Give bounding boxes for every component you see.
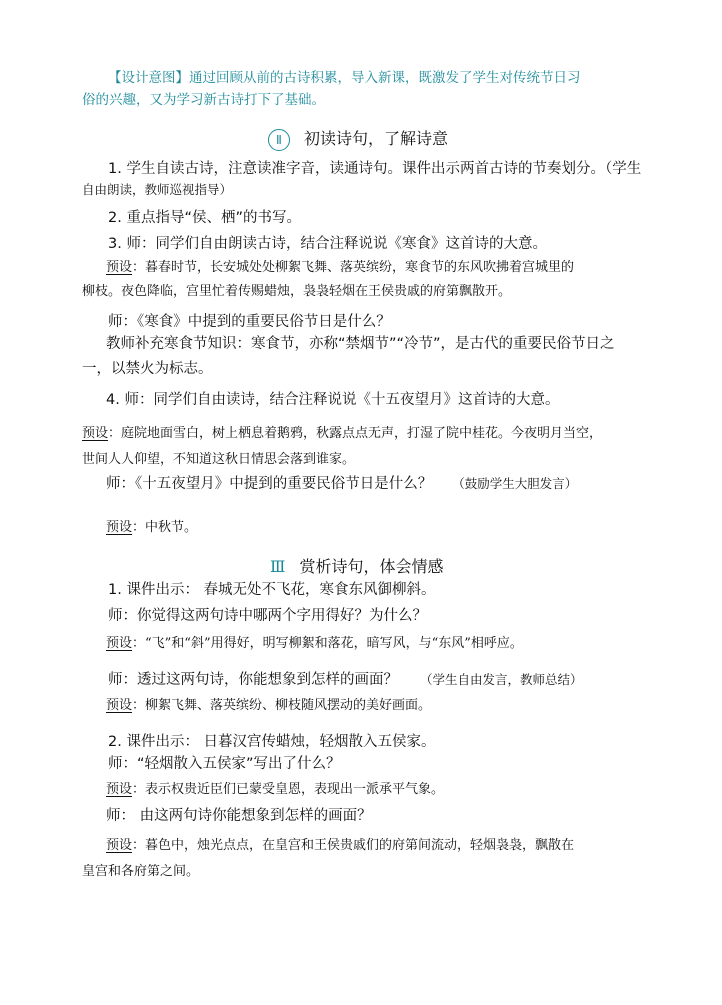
paragraph: 2. 重点指导“侯、栖”的书写。 bbox=[108, 210, 301, 226]
question-note: （学生自由发言，教师总结） bbox=[420, 672, 583, 687]
question-text: 师：透过这两句诗，你能想象到怎样的画面？ bbox=[108, 672, 398, 688]
preset-answer bbox=[94, 836, 574, 856]
design-intent-line-2: 俗的兴趣，又为学习新古诗打下了基础。 bbox=[82, 92, 325, 108]
preset-answer bbox=[106, 634, 523, 654]
preset-answer bbox=[82, 424, 602, 444]
section-number-badge: Ⅱ bbox=[268, 129, 290, 151]
preset-answer-cont: 世间人人仰望，不知道这秋日情思会落到谁家。 bbox=[82, 452, 356, 467]
design-intent-line-1: 【设计意图】通过回顾从前的古诗积累，导入新课，既激发了学生对传统节日习 bbox=[108, 70, 581, 86]
preset-text: ：暮色中，烛光点点，在皇宫和王侯贵戚们的府第间流动，轻烟袅袅，飘散在 bbox=[132, 838, 575, 853]
preset-answer-cont: 皇宫和各府第之间。 bbox=[82, 864, 200, 879]
section-number: Ⅲ bbox=[270, 557, 286, 576]
preset-label: 预设 bbox=[106, 520, 133, 535]
preset-text: ：表示权贵近臣们已蒙受皇恩，表现出一派承平气象。 bbox=[132, 782, 445, 797]
preset-label: 预设 bbox=[106, 782, 133, 797]
question bbox=[106, 474, 577, 494]
paragraph: 自由朗读，教师巡视指导） bbox=[82, 182, 233, 197]
section-heading-2 bbox=[268, 128, 448, 151]
preset-text: ：中秋节。 bbox=[132, 520, 198, 535]
preset-label: 预设 bbox=[106, 698, 133, 713]
section-heading-3 bbox=[270, 556, 443, 578]
question-text: 师：《十五夜望月》中提到的重要民俗节日是什么？ bbox=[106, 476, 433, 492]
paragraph: 1. 课件出示： 春城无处不飞花，寒食东风御柳斜。 bbox=[108, 582, 436, 598]
preset-answer-cont: 柳枝。夜色降临，宫里忙着传赐蜡烛，袅袅轻烟在王侯贵戚的府第飘散开。 bbox=[82, 284, 512, 299]
question: 师： 由这两句诗你能想象到怎样的画面？ bbox=[106, 808, 372, 824]
paragraph: 1. 学生自读古诗，注意读准字音，读通诗句。课件出示两首古诗的节奏划分。（学生 bbox=[108, 161, 642, 177]
question-note: （鼓励学生大胆发言） bbox=[452, 476, 578, 491]
paragraph: 4. 师：同学们自由读诗，结合注释说说《十五夜望月》这首诗的大意。 bbox=[106, 392, 560, 408]
question bbox=[108, 670, 583, 690]
section-title: 赏析诗句，体会情感 bbox=[299, 557, 444, 576]
question: 师：《寒食》中提到的重要民俗节日是什么？ bbox=[108, 314, 391, 330]
preset-label: 预设 bbox=[82, 426, 109, 441]
preset-label: 预设 bbox=[106, 636, 133, 651]
preset-text: ：“飞”和“斜”用得好，明写柳絮和落花，暗写风，与“东风”相呼应。 bbox=[132, 636, 523, 651]
paragraph: 2. 课件出示： 日暮汉宫传蜡烛，轻烟散入五侯家。 bbox=[108, 734, 436, 750]
preset-answer bbox=[106, 780, 444, 800]
preset-answer bbox=[106, 258, 574, 278]
question: 师：“轻烟散入五侯家”写出了什么？ bbox=[108, 756, 341, 772]
preset-text: ：暮春时节，长安城处处柳絮飞舞、落英缤纷，寒食节的东风吹拂着宫城里的 bbox=[132, 260, 575, 275]
paragraph: 3. 师：同学们自由朗读古诗，结合注释说说《寒食》这首诗的大意。 bbox=[108, 236, 547, 252]
section-title: 初读诗句，了解诗意 bbox=[304, 129, 449, 148]
preset-answer bbox=[106, 518, 197, 538]
preset-answer bbox=[106, 696, 431, 716]
preset-label: 预设 bbox=[106, 260, 133, 275]
preset-label: 预设 bbox=[106, 838, 133, 853]
preset-text: ：庭院地面雪白，树上栖息着鹅鸦，秋露点点无声，打湿了院中桂花。今夜明月当空， bbox=[108, 426, 603, 441]
paragraph: 教师补充寒食节知识：寒食节，亦称“禁烟节”“冷节”，是古代的重要民俗节日之 bbox=[106, 336, 615, 352]
question: 师：你觉得这两句诗中哪两个字用得好？为什么？ bbox=[108, 608, 427, 624]
paragraph: 一，以禁火为标志。 bbox=[82, 361, 213, 377]
preset-text: ：柳絮飞舞、落英缤纷、柳枝随风摆动的美好画面。 bbox=[132, 698, 432, 713]
